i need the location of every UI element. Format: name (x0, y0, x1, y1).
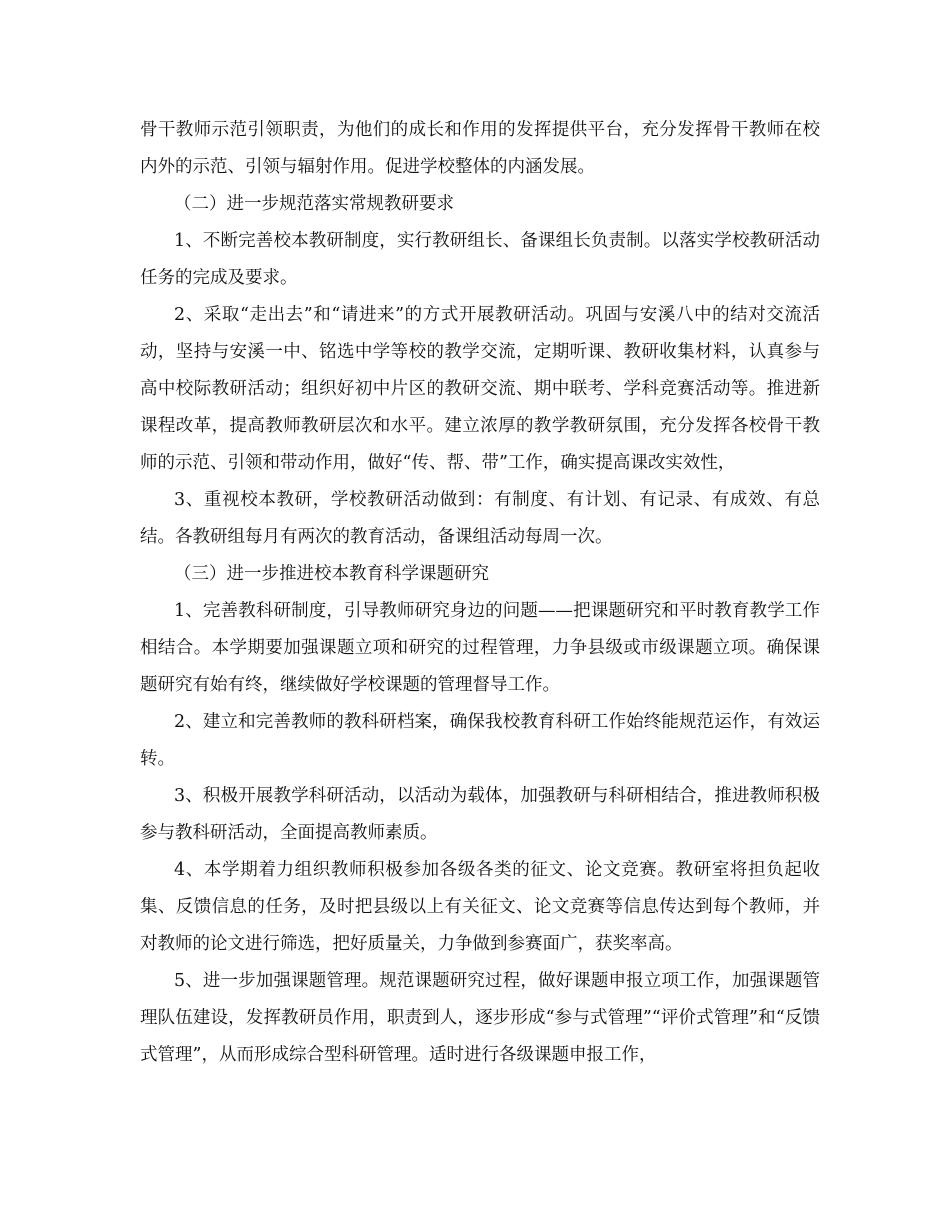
paragraph-continuation: 骨干教师示范引领职责，为他们的成长和作用的发挥提供平台，充分发挥骨干教师在校内外的示范、引领与辐射作用。促进学校整体的内涵发展。 (140, 120, 820, 177)
paragraph-3-3: 3、积极开展教学科研活动，以活动为载体，加强教研与科研相结合，推进教师积极参与教科研活动，全面提高教师素质。 (140, 786, 820, 843)
paragraph-2-3: 3、重视校本教研，学校教研活动做到：有制度、有计划、有记录、有成效、有总结。各教研组每月有两次的教育活动，备课组活动每周一次。 (140, 490, 820, 547)
paragraph-3-5: 5、进一步加强课题管理。规范课题研究过程，做好课题申报立项工作，加强课题管理队伍建设，发挥教研员作用，职责到人，逐步形成“参与式管理”“评价式管理”和“反馈式管理”，从而形成综合型科研管理。适时进行各级课题申报工作， (140, 971, 820, 1065)
section-heading-2: （二）进一步规范落实常规教研要求 (174, 194, 454, 214)
paragraph-3-2: 2、建立和完善教师的教科研档案，确保我校教育科研工作始终能规范运作，有效运转。 (140, 712, 820, 769)
paragraph-2-2: 2、采取“走出去”和“请进来”的方式开展教研活动。巩固与安溪八中的结对交流活动，坚持与安溪一中、铭选中学等校的教学交流，定期听课、教研收集材料，认真参与高中校际教研活动；组织好初中片区的教研交流、期中联考、学科竞赛活动等。推进新课程改革，提高教师教研层次和水平。建立浓厚的教学教研氛围，充分发挥各校骨干教师的示范、引领和带动作用，做好“传、帮、带”工作，确实提高课改实效性， (140, 305, 820, 473)
paragraph-3-1: 1、完善教科研制度，引导教师研究身边的问题——把课题研究和平时教育教学工作相结合。本学期要加强课题立项和研究的过程管理，力争县级或市级课题立项。确保课题研究有始有终，继续做好学校课题的管理督导工作。 (140, 601, 820, 695)
section-heading-3: （三）进一步推进校本教育科学课题研究 (174, 564, 489, 584)
document-body (140, 112, 820, 1074)
paragraph-2-1: 1、不断完善校本教研制度，实行教研组长、备课组长负责制。以落实学校教研活动任务的完成及要求。 (140, 231, 820, 288)
paragraph-3-4: 4、本学期着力组织教师积极参加各级各类的征文、论文竞赛。教研室将担负起收集、反馈信息的任务，及时把县级以上有关征文、论文竞赛等信息传达到每个教师，并对教师的论文进行筛选，把好质量关，力争做到参赛面广，获奖率高。 (140, 860, 820, 954)
